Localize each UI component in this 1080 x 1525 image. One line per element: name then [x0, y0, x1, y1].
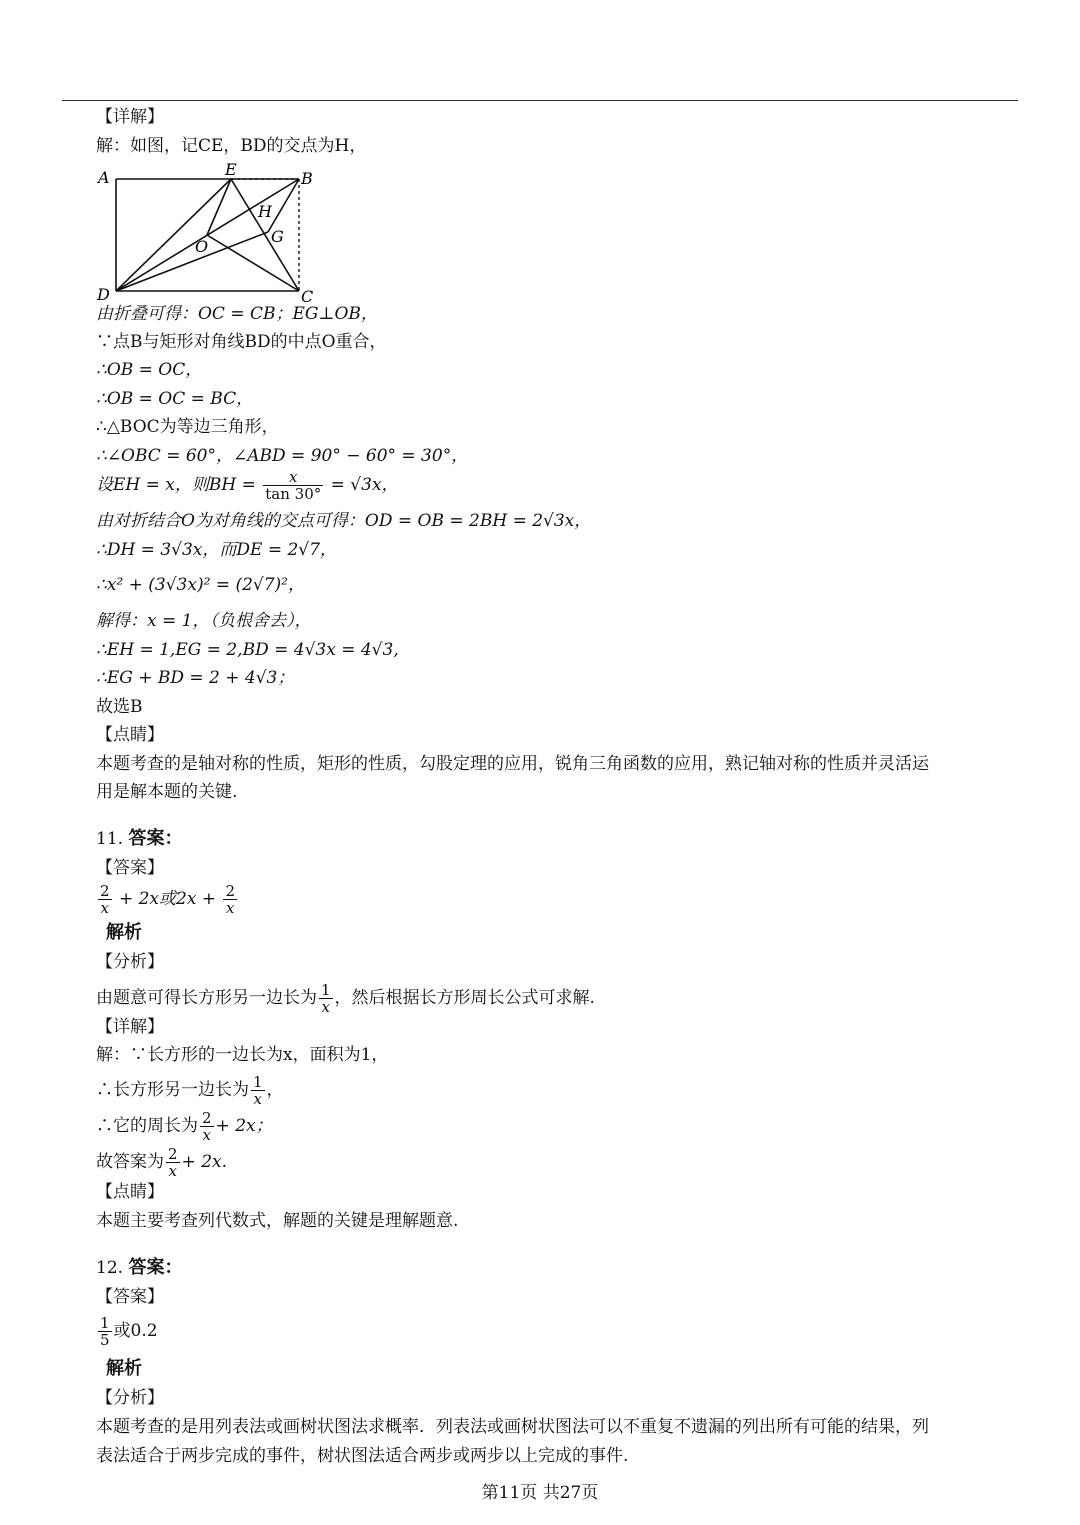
q10-line-13: ∴EH = 1,EG = 2,BD = 4√3x = 4√3, — [96, 640, 399, 660]
q11-fenxi-head: 【分析】 — [96, 952, 164, 972]
q10-line-6: ∴△BOC为等边三角形， — [96, 417, 279, 437]
fig-label-d: D — [97, 285, 110, 304]
q10-line-8: 设EH = x，则BH = $\frac{x}{\tan 30^\circ}$ = √3x， — [96, 468, 399, 503]
q12-answer: $\frac{1}{5}$ 或0.2 — [100, 1314, 158, 1349]
q10-line-4: ∴OB = OC， — [96, 360, 203, 380]
fig-label-a: A — [98, 168, 110, 187]
fig-label-g: G — [271, 227, 284, 246]
q11-title: 11. 答案： — [96, 828, 183, 849]
fig-line-dg — [116, 232, 268, 291]
fig-line-oc — [207, 235, 299, 291]
q11-fenxi: 由题意可得长方形另一边长为 $\frac{1}{x}$ ，然后根据长方形周长公式可求解. — [96, 981, 595, 1016]
q10-line-1: 解：如图，记CE，BD的交点为H， — [96, 136, 367, 156]
header-rule — [62, 100, 1018, 101]
fig-label-b: B — [301, 169, 313, 188]
fig-label-e: E — [225, 160, 237, 179]
q10-line-17: 本题考查的是轴对称的性质，矩形的性质，勾股定理的应用，锐角三角函数的应用，熟记轴对称的性质并灵活运 — [96, 754, 929, 774]
fig-label-o: O — [195, 237, 209, 256]
geometry-figure — [94, 160, 324, 305]
q10-line-14: ∴EG + BD = 2 + 4√3； — [96, 668, 295, 688]
q12-title: 12. 答案： — [96, 1257, 183, 1278]
fig-label-c: C — [301, 287, 314, 305]
q10-dianjing: 【点睛】 — [96, 725, 164, 745]
fig-line-gb — [268, 179, 299, 232]
q11-answer-head: 【答案】 — [96, 858, 164, 878]
q10-line-10: ∴DH = 3√3x，而DE = 2√7， — [96, 540, 337, 560]
q12-fenxi-2: 表法适合于两步完成的事件，树状图法适合两步或两步以上完成的事件. — [96, 1446, 629, 1466]
q10-line-3: ∵点B与矩形对角线BD的中点O重合， — [96, 332, 387, 352]
q12-fenxi-head: 【分析】 — [96, 1388, 164, 1408]
q11-detail-1: 解：∵长方形的一边长为x，面积为1， — [96, 1045, 389, 1065]
q10-line-15: 故选B — [96, 697, 143, 717]
q10-line-5: ∴OB = OC = BC， — [96, 389, 254, 409]
q11-dianjing-head: 【点睛】 — [96, 1182, 164, 1202]
q11-jiexi: 解析 — [106, 922, 142, 943]
q11-detail-2: ∴长方形另一边长为 $\frac{1}{x}$ ， — [96, 1073, 284, 1108]
page-footer: 第11页 共27页 — [481, 1483, 599, 1503]
q10-line-12: 解得：x = 1，（负根舍去）， — [96, 611, 312, 631]
q11-detail-3: ∴它的周长为 $\frac{2}{x}$ + 2x； — [96, 1109, 273, 1144]
q12-answer-head: 【答案】 — [96, 1287, 164, 1307]
q10-line-18: 用是解本题的关键. — [96, 782, 238, 802]
q12-jiexi: 解析 — [106, 1358, 142, 1379]
q11-answer: $\frac{2}{x}$ + 2x或2x + $\frac{2}{x}$ — [100, 882, 236, 917]
fig-line-oe — [207, 179, 231, 235]
q11-dianjing: 本题主要考查列代数式，解题的关键是理解题意. — [96, 1211, 459, 1231]
q10-line-11: ∴x² + (3√3x)² = (2√7)²， — [96, 575, 305, 595]
fig-line-de — [116, 179, 231, 291]
q12-fenxi-1: 本题考查的是用列表法或画树状图法求概率．列表法或画树状图法可以不重复不遗漏的列出所有可能的结果，列 — [96, 1417, 929, 1437]
fig-label-h: H — [258, 202, 272, 221]
detail-heading: 【详解】 — [96, 107, 164, 127]
q11-xiangjie-head: 【详解】 — [96, 1017, 164, 1037]
q10-line-9: 由对折结合O为对角线的交点可得：OD = OB = 2BH = 2√3x， — [96, 511, 592, 531]
q10-line-2: 由折叠可得：OC = CB；EG⊥OB， — [96, 304, 378, 324]
q11-detail-4: 故答案为 $\frac{2}{x}$ + 2x. — [96, 1145, 228, 1180]
q10-line-7: ∴∠OBC = 60°，∠ABD = 90° − 60° = 30°， — [96, 446, 469, 466]
